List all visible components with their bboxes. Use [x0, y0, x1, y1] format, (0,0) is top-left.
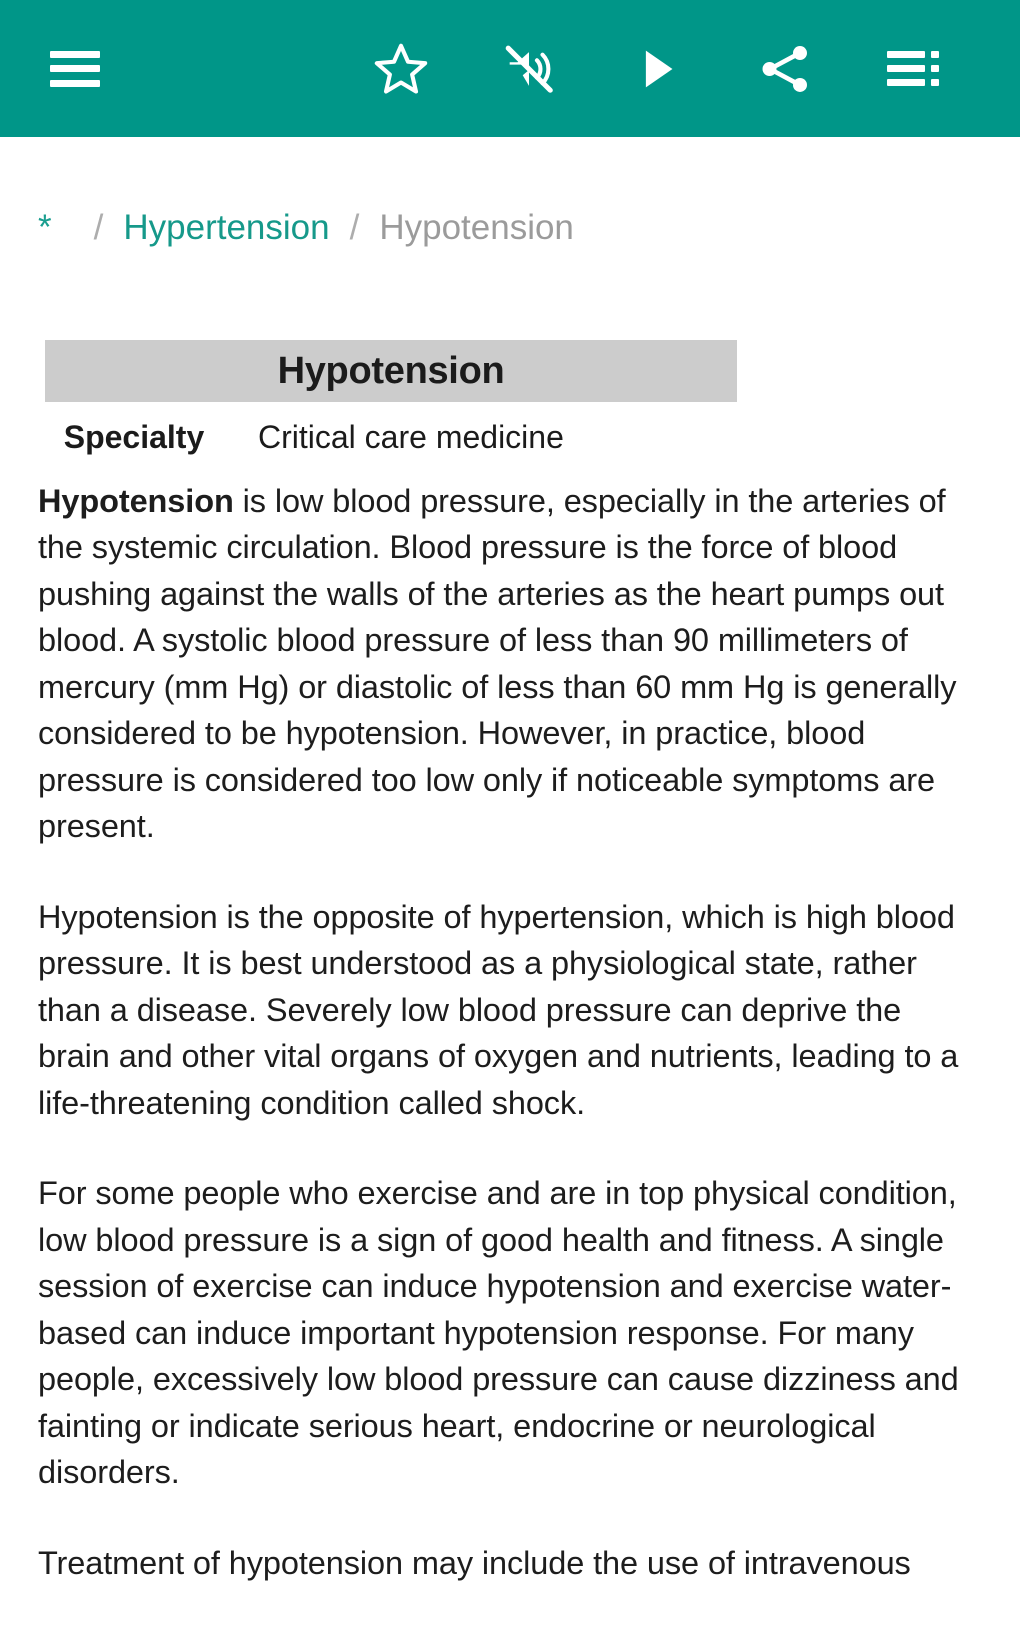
- app-bar-left: [0, 38, 106, 100]
- share-icon: [756, 40, 814, 98]
- infobox-value: Critical care medicine: [258, 418, 564, 455]
- infobox: [45, 340, 737, 456]
- page-content: [0, 137, 1020, 1586]
- breadcrumb: [38, 137, 982, 248]
- breadcrumb-item-hypertension[interactable]: Hypertension: [123, 208, 330, 247]
- paragraph: [38, 478, 978, 850]
- breadcrumb-separator: /: [349, 208, 360, 247]
- paragraph-text: is low blood pressure, especially in the arteries of the systemic circulation. Blood pressure is the force of blood pushing against the walls of the arteries as the heart pumps out blood. A systolic blood pressure of less than 90 millimeters of mercury (mm Hg) or diastolic of less than 60 mm Hg is generally considered to be hypotension. However, in practice, blood pressure is considered too low only if noticeable symptoms are present.: [38, 482, 957, 844]
- sections-button[interactable]: [882, 38, 944, 100]
- paragraph-text: Treatment of hypotension may include the use of intravenous: [38, 1544, 911, 1581]
- infobox-row-specialty: [45, 402, 737, 456]
- infobox-title: Hypotension: [45, 340, 737, 402]
- volume-muted-icon: [500, 40, 558, 98]
- paragraph: [38, 1170, 978, 1496]
- paragraph-text: Hypotension is the opposite of hypertension, which is high blood pressure. It is best understood as a physiological state, rather than a disease. Severely low blood pressure can deprive the brain and other vital organs of oxygen and nutrients, leading to a life-threatening condition called shock.: [38, 898, 959, 1121]
- article-body: [38, 478, 982, 1587]
- lead-term: Hypotension: [38, 482, 234, 519]
- infobox-label: Specialty: [63, 418, 205, 455]
- star-outline-icon: [372, 40, 430, 98]
- breadcrumb-home-link[interactable]: *: [38, 208, 52, 247]
- breadcrumb-separator: /: [93, 208, 104, 247]
- play-icon: [628, 40, 686, 98]
- favorite-button[interactable]: [370, 38, 432, 100]
- hamburger-menu-icon: [50, 51, 100, 87]
- paragraph: [38, 894, 978, 1127]
- app-bar-actions: [370, 0, 944, 137]
- play-button[interactable]: [626, 38, 688, 100]
- breadcrumb-item-current: Hypotension: [379, 208, 574, 247]
- paragraph: [38, 1540, 978, 1587]
- paragraph-text: For some people who exercise and are in top physical condition, low blood pressure is a sign of good health and fitness. A single session of exercise can induce hypotension and exercise water-based can induce important hypotension response. For many people, excessively low blood pressure can cause dizziness and fainting or indicate serious heart, endocrine or neurological disorders.: [38, 1175, 959, 1490]
- hamburger-menu-button[interactable]: [44, 38, 106, 100]
- list-dots-icon: [887, 51, 939, 87]
- mute-button[interactable]: [498, 38, 560, 100]
- app-bar: [0, 0, 1020, 137]
- share-button[interactable]: [754, 38, 816, 100]
